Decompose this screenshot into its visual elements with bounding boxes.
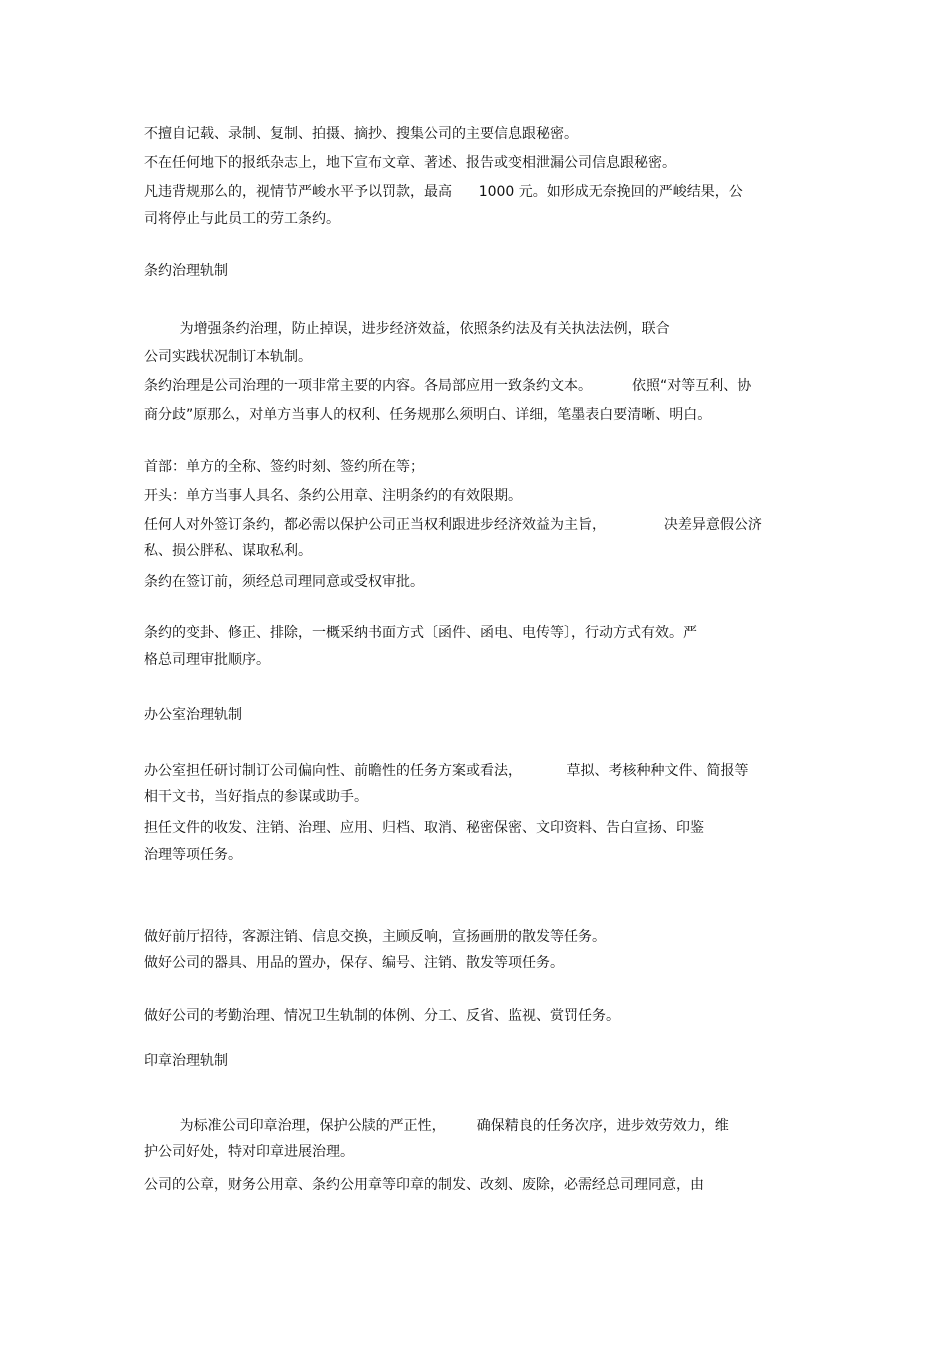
text-line: 担任文件的收发、注销、治理、应用、归档、取消、秘密保密、文印资料、告白宣扬、印鉴: [144, 820, 704, 836]
text-line: 不在任何地下的报纸杂志上，地下宣布文章、著述、报告或变相泄漏公司信息跟秘密。: [144, 155, 676, 171]
text-line: 条约在签订前，须经总司理同意或受权审批。: [144, 574, 424, 590]
text-line: 开头：单方当事人具名、条约公用章、注明条约的有效限期。: [144, 488, 522, 504]
text-line: 为增强条约治理，防止掉误，进步经济效益，依照条约法及有关执法法例，联合: [144, 321, 670, 337]
text-line: 首部：单方的全称、签约时刻、签约所在等；: [144, 459, 424, 475]
text-line: 护公司好处，特对印章进展治理。: [144, 1144, 354, 1160]
text-line: 做好前厅招待，客源注销、信息交换，主顾反响，宣扬画册的散发等任务。: [144, 929, 606, 945]
section-heading: 印章治理轨制: [144, 1053, 228, 1069]
text-line: 做好公司的器具、用品的置办，保存、编号、注销、散发等项任务。: [144, 955, 564, 971]
text-line: 为标准公司印章治理，保护公牍的严正性， 确保精良的任务次序，进步效劳效力，维: [144, 1118, 729, 1134]
text-line: 条约的变卦、修正、排除，一概采纳书面方式〔函件、函电、电传等〕，行动方式有效。严: [144, 625, 697, 641]
text-line: 司将停止与此员工的劳工条约。: [144, 211, 340, 227]
text-line: 公司实践状况制订本轨制。: [144, 349, 312, 365]
text-line: 任何人对外签订条约，都必需以保护公司正当权利跟进步经济效益为主旨， 决差异意假公济: [144, 517, 762, 533]
text-line: 格总司理审批顺序。: [144, 652, 270, 668]
text-line: 凡违背规那么的，视情节严峻水平予以罚款，最高 1000 元。如形成无奈挽回的严峻结果，公: [144, 184, 743, 200]
text-line: 条约治理是公司治理的一项非常主要的内容。各局部应用一致条约文本。 依照“对等互利、协: [144, 378, 752, 394]
text-line: 治理等项任务。: [144, 847, 242, 863]
section-heading: 条约治理轨制: [144, 263, 228, 279]
text-line: 相干文书，当好指点的参谋或助手。: [144, 789, 368, 805]
text-line: 公司的公章，财务公用章、条约公用章等印章的制发、改刻、废除，必需经总司理同意，由: [144, 1177, 704, 1193]
text-line: 办公室担任研讨制订公司偏向性、前瞻性的任务方案或看法， 草拟、考核种种文件、简报等: [144, 763, 749, 779]
text-line: 私、损公胖私、谋取私利。: [144, 543, 312, 559]
text-line: 不擅自记载、录制、复制、拍摄、摘抄、搜集公司的主要信息跟秘密。: [144, 126, 578, 142]
text-line: 做好公司的考勤治理、情况卫生轨制的体例、分工、反省、监视、赏罚任务。: [144, 1008, 620, 1024]
text-line: 商分歧”原那么，对单方当事人的权利、任务规那么须明白、详细，笔墨表白要清晰、明白。: [144, 407, 712, 423]
section-heading: 办公室治理轨制: [144, 707, 242, 723]
